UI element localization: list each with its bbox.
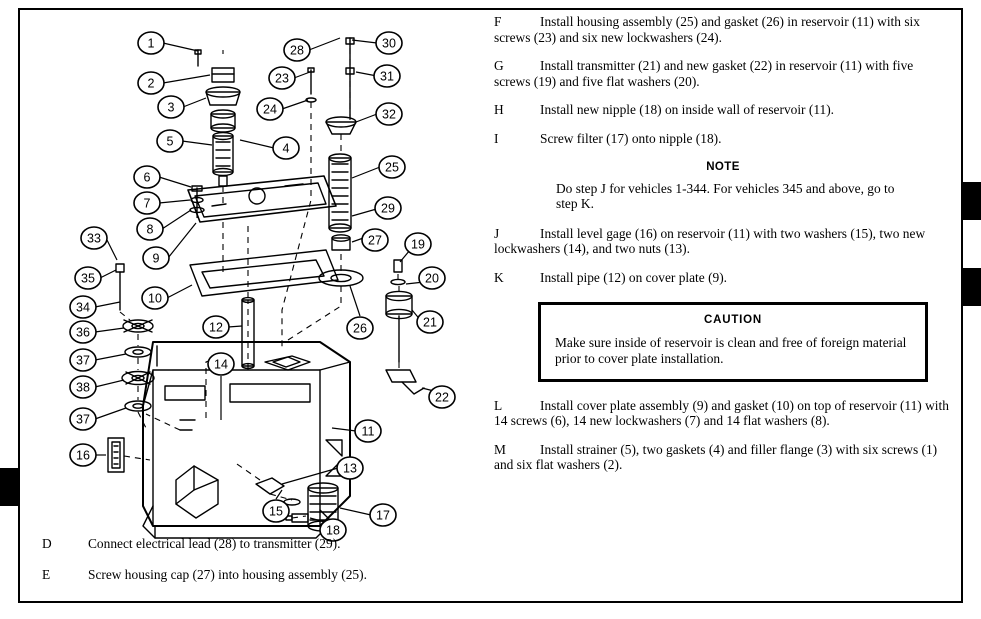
step-E-text: Screw housing cap (27) into housing assembly (25).	[88, 566, 367, 582]
step-E	[42, 567, 472, 583]
step-M	[494, 442, 952, 473]
step-M-text: Install strainer (5), two gaskets (4) and filler flange (3) with six screws (1) and six flat washers (2).	[494, 441, 938, 473]
callout-35	[75, 267, 101, 289]
callout-13	[337, 457, 363, 479]
callout-label: 18	[326, 523, 340, 538]
step-K	[494, 270, 952, 286]
step-F-letter: F	[494, 14, 502, 29]
callout-11	[355, 420, 381, 442]
callout-19	[405, 233, 431, 255]
callout-label: 33	[87, 231, 101, 246]
callout-label: 13	[343, 461, 357, 476]
callout-29	[375, 197, 401, 219]
callout-label: 37	[76, 412, 90, 427]
callout-label: 36	[76, 325, 90, 340]
callout-38	[70, 376, 96, 398]
callout-label: 6	[143, 170, 151, 185]
callout-label: 2	[147, 76, 155, 91]
callout-7	[134, 192, 160, 214]
callout-label: 3	[167, 100, 175, 115]
edge-index-tab-right-upper	[963, 182, 981, 220]
note-text: Do step J for vehicles 1-344. For vehicles 345 and above, go to step K.	[556, 180, 895, 212]
caution-heading: CAUTION	[704, 313, 762, 326]
bottom-procedure-steps	[42, 536, 472, 597]
note-heading: NOTE	[706, 160, 740, 173]
callout-label: 25	[385, 160, 399, 175]
callout-36	[70, 321, 96, 343]
callout-label: 38	[76, 380, 90, 395]
step-G-text: Install transmitter (21) and new gasket (22) in reservoir (11) with five screws (19) and five flat washers (20).	[494, 58, 914, 89]
step-I-text: Screw filter (17) onto nipple (18).	[540, 130, 722, 146]
callout-31	[374, 65, 400, 87]
callout-label: 10	[148, 291, 162, 306]
callout-label: 19	[411, 237, 425, 252]
step-D-text: Connect electrical lead (28) to transmitter (29).	[88, 536, 341, 551]
callout-24	[257, 98, 283, 120]
exploded-view-illustration	[20, 10, 482, 601]
callout-30	[376, 32, 402, 54]
step-I-letter: I	[494, 130, 499, 146]
callout-label: 21	[423, 315, 437, 330]
callout-label: 1	[147, 36, 155, 51]
callout-8	[137, 218, 163, 240]
callout-label: 30	[382, 36, 396, 51]
callout-label: 31	[380, 69, 394, 84]
callout-label: 16	[76, 448, 90, 463]
callout-label: 29	[381, 201, 395, 216]
step-L-letter: L	[494, 397, 503, 413]
step-J-letter: J	[494, 225, 500, 241]
callout-label: 12	[209, 320, 223, 335]
step-L-text: Install cover plate assembly (9) and gasket (10) on top of reservoir (11) with 14 screws (6), 14 new lockwashers (7) and 14 flat washers (8).	[494, 397, 949, 429]
callout-label: 35	[81, 271, 95, 286]
step-G	[494, 58, 952, 89]
step-K-text: Install pipe (12) on cover plate (9).	[540, 269, 728, 285]
callout-37	[70, 349, 96, 371]
callout-34	[70, 296, 96, 318]
caution-box	[538, 302, 928, 382]
callout-26	[347, 317, 373, 339]
step-F-text: Install housing assembly (25) and gasket (26) in reservoir (11) with six screws (23) and six new lockwashers (24).	[494, 14, 920, 45]
step-E-letter: E	[42, 566, 51, 582]
step-H-text: Install new nipple (18) on inside wall of reservoir (11).	[540, 102, 835, 118]
callout-12	[203, 316, 229, 338]
callout-label: 28	[290, 43, 304, 58]
step-G-letter: G	[494, 58, 504, 74]
procedure-text-column	[494, 14, 952, 539]
callout-label: 20	[425, 271, 439, 286]
edge-index-tab-right-lower	[963, 268, 981, 306]
callout-label: 9	[152, 251, 160, 266]
step-D	[42, 536, 472, 552]
callout-label: 32	[382, 107, 396, 122]
callout-17	[370, 504, 396, 526]
step-J-text: Install level gage (16) on reservoir (11) with two washers (15), two new lockwashers (14), and two nuts (13).	[494, 225, 926, 257]
callout-6	[134, 166, 160, 188]
step-F	[494, 14, 952, 45]
callout-10	[142, 287, 168, 309]
callout-22	[429, 386, 455, 408]
callout-label: 4	[282, 141, 290, 156]
step-H	[494, 102, 952, 118]
callout-23	[269, 67, 295, 89]
callout-label: 11	[361, 424, 375, 439]
step-K-letter: K	[494, 269, 504, 285]
callout-16	[70, 444, 96, 466]
callout-label: 7	[143, 196, 151, 211]
callout-label: 17	[376, 508, 390, 523]
callout-label: 14	[214, 357, 228, 372]
callout-label: 5	[166, 134, 174, 149]
callout-1	[138, 32, 164, 54]
step-L	[494, 398, 952, 429]
callout-label: 24	[263, 102, 277, 117]
callout-label: 26	[353, 321, 367, 336]
callout-25	[379, 156, 405, 178]
callout-5	[157, 130, 183, 152]
callout-33	[81, 227, 107, 249]
callout-21	[417, 311, 443, 333]
callout-3	[158, 96, 184, 118]
caution-text: Make sure inside of reservoir is clean and free of foreign material prior to cover plate installation.	[555, 334, 907, 366]
edge-index-tab-left	[0, 468, 18, 506]
callout-27	[362, 229, 388, 251]
step-H-letter: H	[494, 102, 504, 118]
step-J	[494, 226, 952, 257]
callout-2	[138, 72, 164, 94]
callout-label: 34	[76, 300, 90, 315]
callout-15	[263, 500, 289, 522]
callout-label: 23	[275, 71, 289, 86]
callout-20	[419, 267, 445, 289]
callout-4	[273, 137, 299, 159]
callout-9	[143, 247, 169, 269]
callout-label: 8	[146, 222, 154, 237]
callout-37	[70, 408, 96, 430]
callout-label: 15	[269, 504, 283, 519]
callout-32	[376, 103, 402, 125]
callout-label: 37	[76, 353, 90, 368]
callout-14	[208, 353, 234, 375]
step-M-letter: M	[494, 441, 506, 457]
step-D-letter: D	[42, 536, 52, 551]
callout-label: 27	[368, 233, 382, 248]
callout-label: 22	[435, 390, 449, 405]
step-I	[494, 131, 952, 147]
callout-28	[284, 39, 310, 61]
